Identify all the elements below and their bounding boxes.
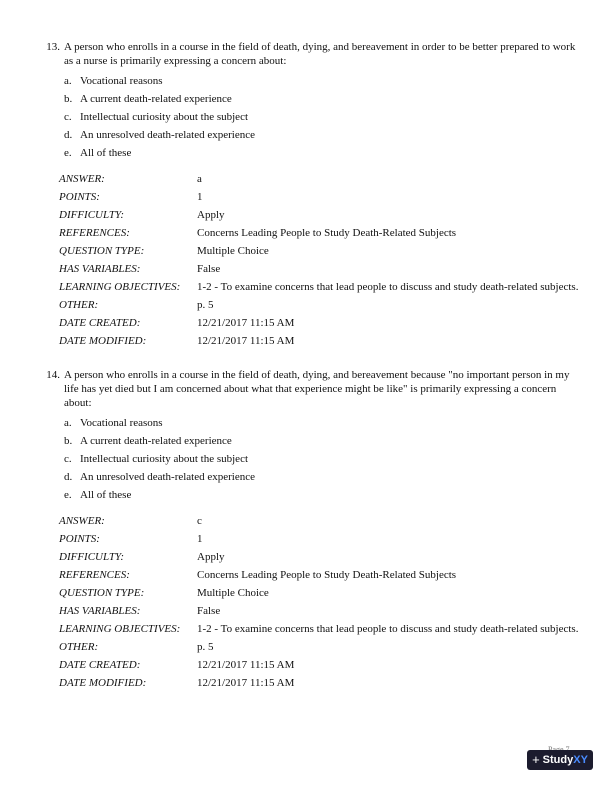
logo-study-text: Study [542,754,574,766]
option-e: e. All of these [64,489,132,501]
option-d: d. An unresolved death-related experience [64,129,255,141]
answer-metadata [59,514,580,694]
option-a: a. Vocational reasons [64,417,163,429]
logo-xy-text: XY [573,754,588,766]
meta-row-has-variables: HAS VARIABLES: False [59,605,221,617]
question-stem [40,368,580,410]
meta-row-references: REFERENCES: Concerns Leading People to Study Death-Related Subjects [59,569,457,581]
option-c: c. Intellectual curiosity about the subject [64,111,249,123]
option-c: c. Intellectual curiosity about the subject [64,453,249,465]
option-d: d. An unresolved death-related experience [64,471,255,483]
meta-row-answer: ANSWER: a [59,173,202,185]
meta-row-question-type: QUESTION TYPE: Multiple Choice [59,245,269,257]
meta-row-other: OTHER: p. 5 [59,299,214,311]
meta-row-date-modified: DATE MODIFIED: 12/21/2017 11:15 AM [59,335,295,347]
options-list [64,414,580,504]
option-b: b. A current death-related experience [64,435,232,447]
question-text: A person who enrolls in a course in the field of death, dying, and bereavement in order to be better prepared to work as a nurse is primarily expressing a concern about: [64,41,576,67]
option-b: b. A current death-related experience [64,93,232,105]
meta-row-date-modified: DATE MODIFIED: 12/21/2017 11:15 AM [59,677,295,689]
option-a: a. Vocational reasons [64,75,163,87]
options-list [64,72,580,162]
question-stem [40,40,580,68]
meta-row-learning-objectives: LEARNING OBJECTIVES: 1-2 - To examine concerns that lead people to discuss and study death-related subjects. [59,623,579,635]
answer-metadata [59,172,580,352]
meta-row-difficulty: DIFFICULTY: Apply [59,551,225,563]
meta-row-references: REFERENCES: Concerns Leading People to Study Death-Related Subjects [59,227,457,239]
meta-row-date-created: DATE CREATED: 12/21/2017 11:15 AM [59,317,295,329]
plus-icon: + [532,752,540,767]
meta-row-points: POINTS: 1 [59,533,203,545]
meta-row-difficulty: DIFFICULTY: Apply [59,209,225,221]
meta-row-answer: ANSWER: c [59,515,202,527]
meta-row-date-created: DATE CREATED: 12/21/2017 11:15 AM [59,659,295,671]
question-number: 14. [46,369,60,381]
studyxy-logo[interactable] [527,750,593,770]
meta-row-other: OTHER: p. 5 [59,641,214,653]
option-e: e. All of these [64,147,132,159]
meta-row-question-type: QUESTION TYPE: Multiple Choice [59,587,269,599]
meta-row-points: POINTS: 1 [59,191,203,203]
question-13 [40,40,580,352]
question-text: A person who enrolls in a course in the field of death, dying, and bereavement because "no important person in my life has yet died but I am concerned about what that experience might be like" is primarily expressing a concern about: [64,369,570,409]
question-number: 13. [46,41,60,53]
meta-row-has-variables: HAS VARIABLES: False [59,263,221,275]
meta-row-learning-objectives: LEARNING OBJECTIVES: 1-2 - To examine concerns that lead people to discuss and study death-related subjects. [59,281,579,293]
question-14 [40,368,580,694]
